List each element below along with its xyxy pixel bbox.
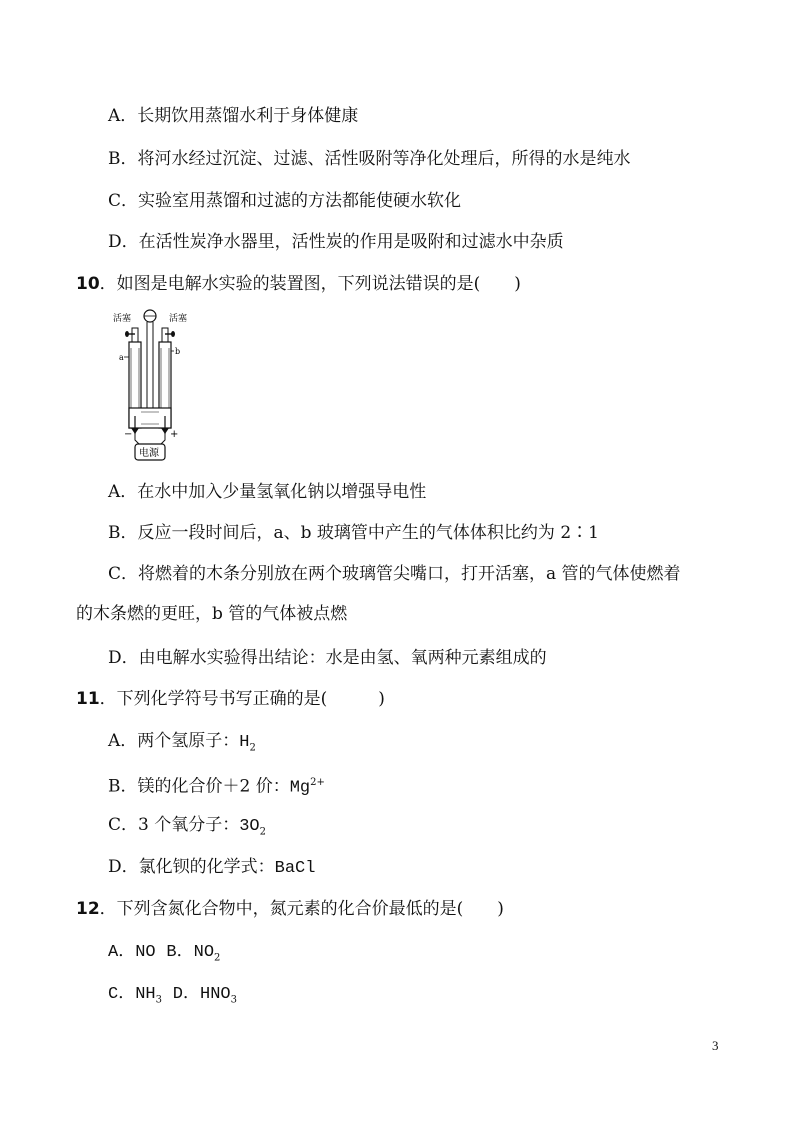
q10-number: 10: [76, 274, 100, 294]
q11-option-d-formula: BaCl: [274, 859, 316, 878]
q11-option-b: [108, 771, 325, 801]
q11-option-b-formula: Mg: [289, 778, 311, 798]
positive-terminal-label: +: [170, 429, 179, 440]
q10-option-c-line2: 的木条燃的更旺，b 管的气体被点燃: [76, 604, 348, 624]
q9-option-c: C．实验室用蒸馏和过滤的方法都能使硬水软化: [108, 191, 462, 211]
q11-option-b-superscript: 2+: [310, 777, 325, 788]
q12-option-c-subscript: 3: [155, 994, 162, 1006]
q9-option-d: D．在活性炭净水器里，活性炭的作用是吸附和过滤水中杂质: [108, 232, 564, 252]
q12-stem-text: ．下列含氮化合物中，氮元素的化合价最低的是( ): [99, 899, 504, 919]
q11-option-a-subscript: 2: [249, 742, 256, 754]
q12-stem: [76, 897, 504, 921]
q11-option-d-text: D．氯化钡的化学式：: [108, 857, 275, 877]
q9-option-a: A．长期饮用蒸馏水利于身体健康: [108, 106, 359, 126]
q12-number: 12: [76, 899, 100, 919]
q12-option-c: C．NH: [108, 985, 156, 1004]
q11-number: 11: [76, 689, 100, 709]
page-number: 3: [712, 1038, 719, 1053]
q12-option-d: D．HNO: [172, 985, 231, 1004]
tube-a-label: a: [119, 353, 124, 362]
q11-stem: [76, 687, 385, 711]
q11-option-a: [108, 729, 256, 760]
q12-option-b-subscript: 2: [214, 952, 221, 964]
q11-stem-text: ．下列化学符号书写正确的是( ): [99, 689, 385, 709]
left-stopcock-label: 活塞: [113, 314, 132, 324]
negative-terminal-label: −: [124, 429, 133, 440]
q11-option-d: [108, 855, 315, 881]
q12-option-b: B．NO: [166, 943, 215, 962]
q10-option-c-line1: C．将燃着的木条分别放在两个玻璃管尖嘴口，打开活塞，a 管的气体使燃着: [108, 564, 681, 584]
q11-option-c-text: C．3 个氧分子：: [108, 815, 240, 835]
q10-option-a: A．在水中加入少量氢氧化钠以增强导电性: [108, 482, 427, 502]
tube-b-label: b: [175, 347, 181, 356]
power-supply-label: 电源: [139, 448, 159, 459]
q12-options-ab: [108, 939, 220, 970]
q10-option-d: D．由电解水实验得出结论：水是由氢、氧两种元素组成的: [108, 648, 547, 668]
q12-options-cd: [108, 981, 237, 1012]
q12-option-d-subscript: 3: [230, 994, 237, 1006]
q11-option-c: [108, 813, 266, 844]
q11-option-a-formula: H: [239, 733, 250, 752]
q11-option-b-text: B．镁的化合价＋2 价：: [108, 776, 290, 797]
q9-option-b: B．将河水经过沉淀、过滤、活性吸附等净化处理后，所得的水是纯水: [108, 149, 631, 169]
q10-stem-text: ．如图是电解水实验的装置图，下列说法错误的是( ): [99, 274, 521, 294]
q10-option-b: B．反应一段时间后，a、b 玻璃管中产生的气体体积比约为 2∶1: [108, 523, 599, 543]
q12-option-a: A．NO: [108, 943, 156, 962]
q11-option-c-formula: 3O: [239, 817, 260, 836]
electrolysis-apparatus-figure: [113, 308, 195, 466]
q11-option-c-subscript: 2: [259, 826, 267, 838]
q10-stem: [76, 272, 521, 296]
q11-option-a-text: A．两个氢原子：: [108, 731, 240, 751]
right-stopcock-label: 活塞: [169, 314, 188, 324]
